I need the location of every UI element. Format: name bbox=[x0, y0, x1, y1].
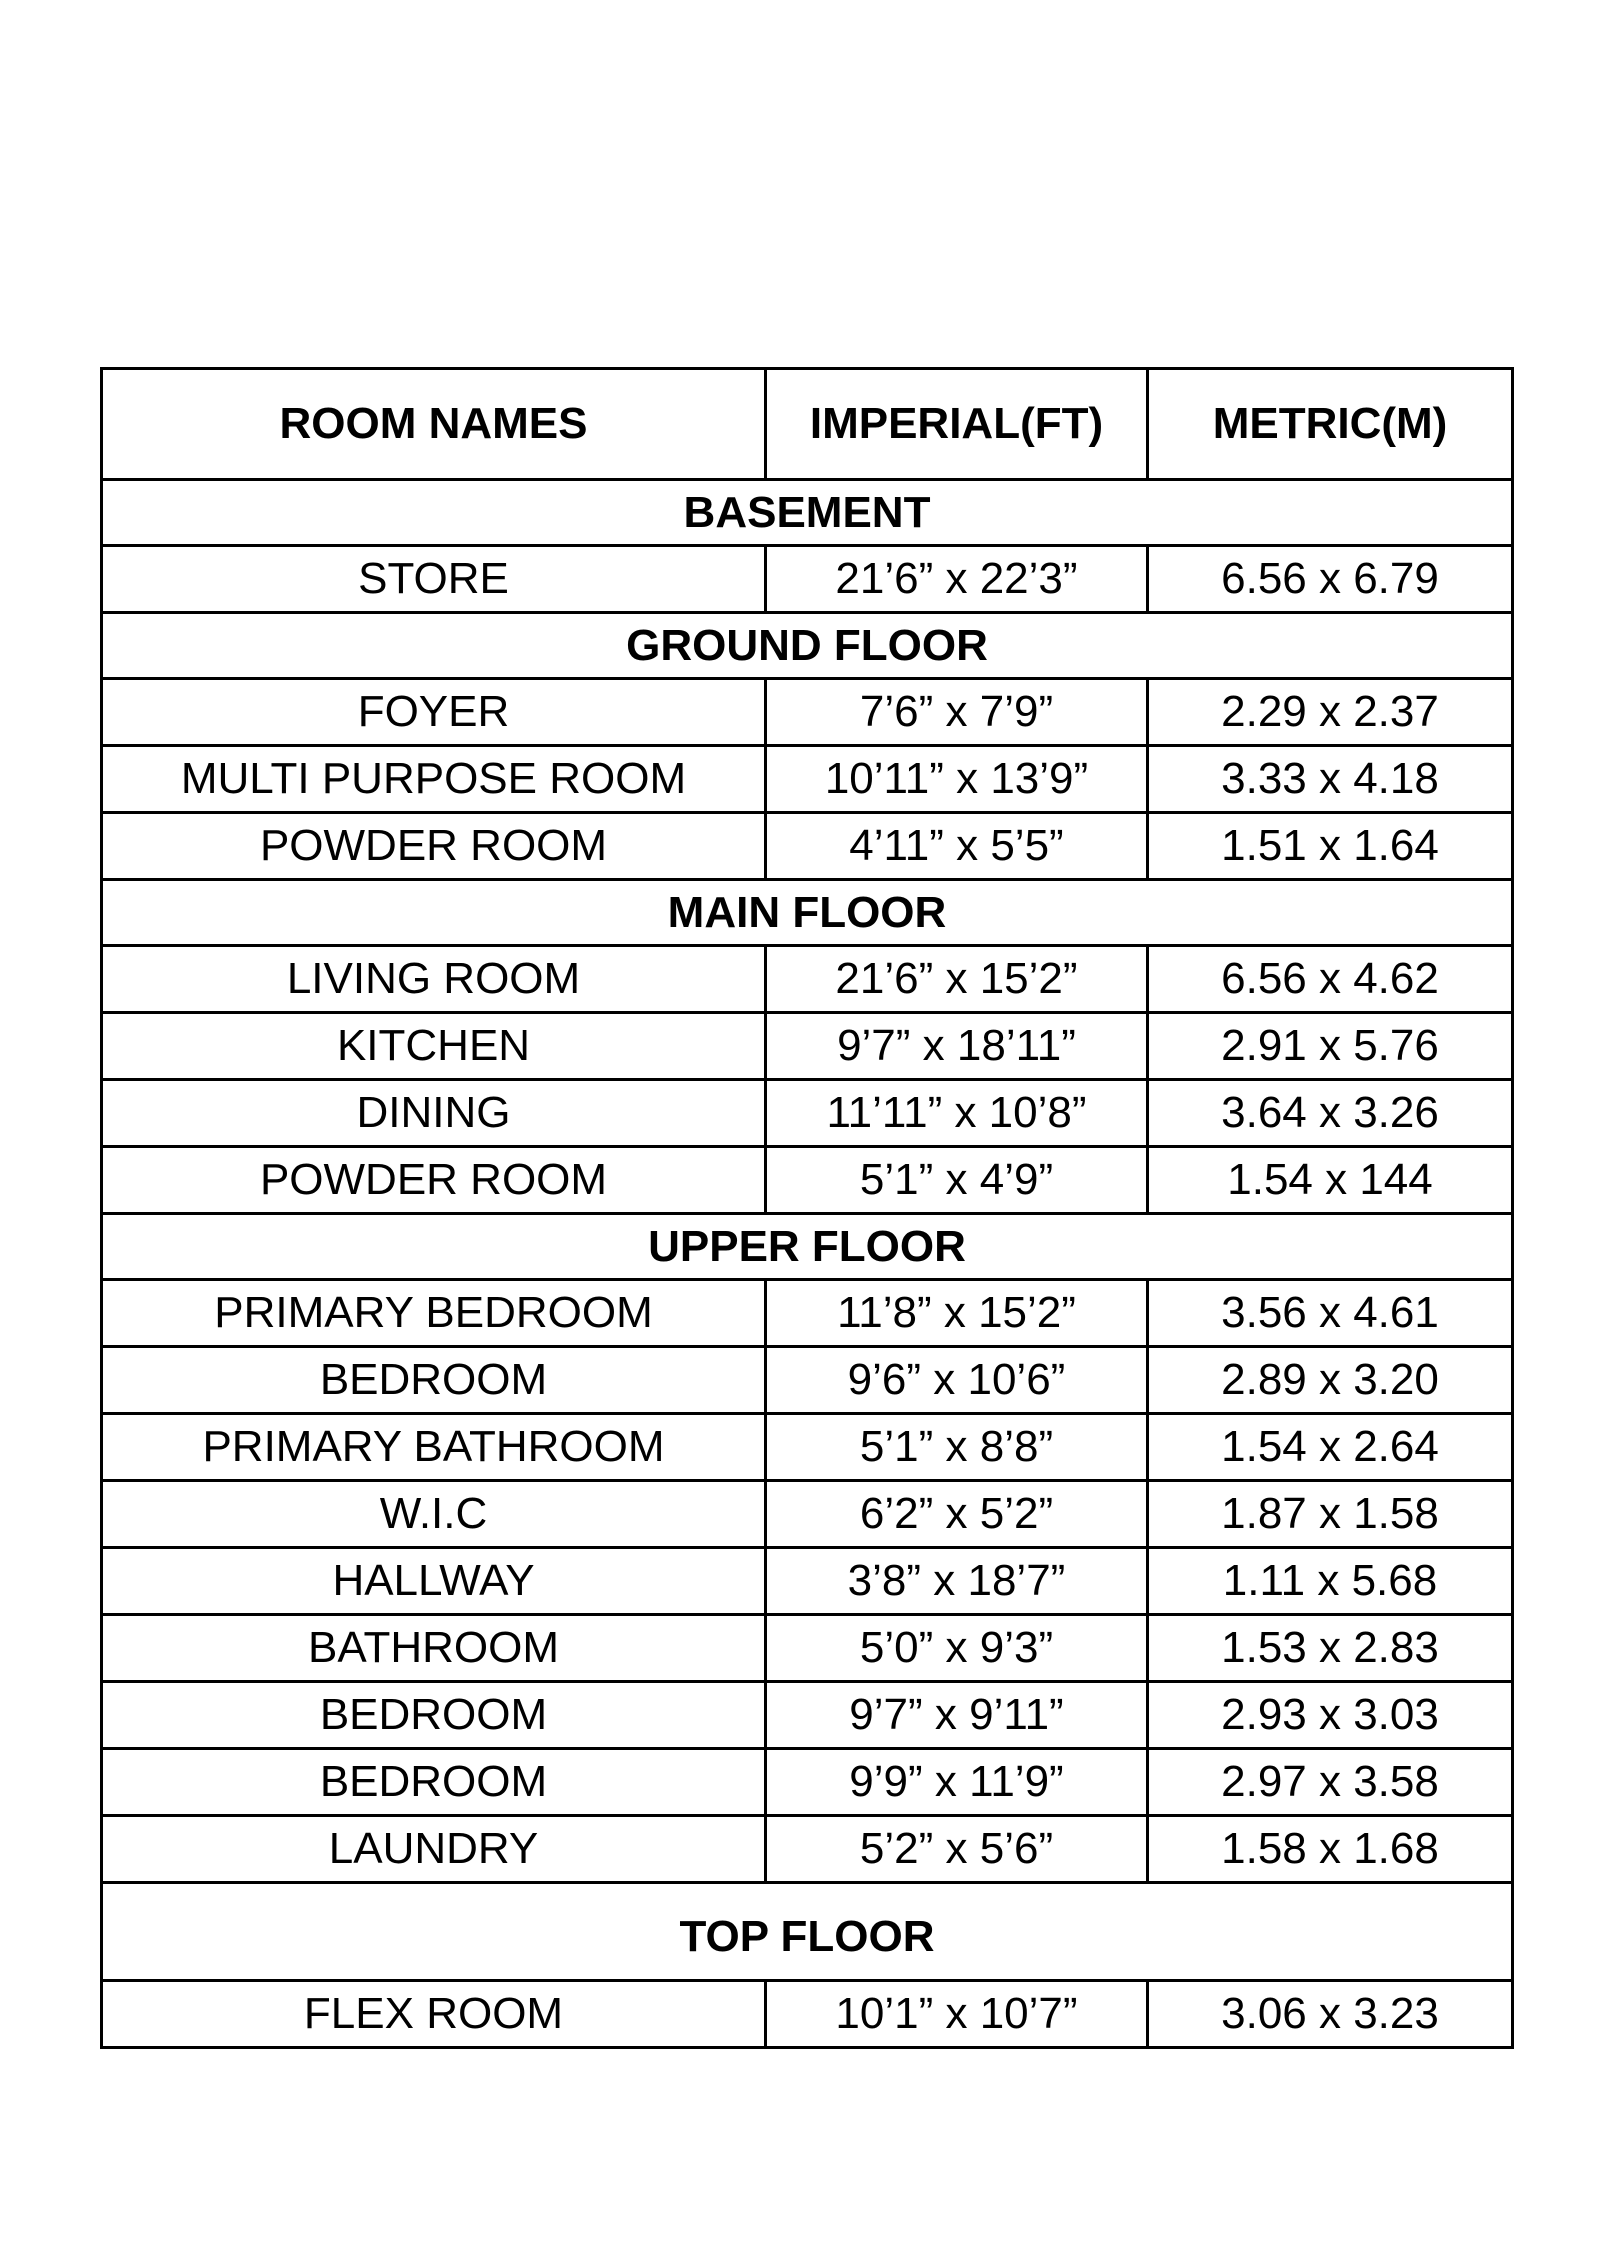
room-imperial: 5’1” x 4’9” bbox=[766, 1147, 1148, 1214]
room-name: W.I.C bbox=[102, 1481, 766, 1548]
room-metric: 3.06 x 3.23 bbox=[1148, 1981, 1513, 2048]
header-imperial: IMPERIAL(FT) bbox=[766, 369, 1148, 480]
room-name: DINING bbox=[102, 1080, 766, 1147]
room-metric: 1.51 x 1.64 bbox=[1148, 813, 1513, 880]
table-row bbox=[102, 1080, 1513, 1147]
room-name: PRIMARY BEDROOM bbox=[102, 1280, 766, 1347]
room-imperial: 9’9” x 11’9” bbox=[766, 1749, 1148, 1816]
section-title: MAIN FLOOR bbox=[102, 880, 1513, 946]
table-row bbox=[102, 679, 1513, 746]
room-metric: 2.89 x 3.20 bbox=[1148, 1347, 1513, 1414]
room-metric: 2.93 x 3.03 bbox=[1148, 1682, 1513, 1749]
room-imperial: 21’6” x 22’3” bbox=[766, 546, 1148, 613]
section-title: UPPER FLOOR bbox=[102, 1214, 1513, 1280]
room-metric: 1.54 x 144 bbox=[1148, 1147, 1513, 1214]
room-metric: 3.64 x 3.26 bbox=[1148, 1080, 1513, 1147]
room-imperial: 4’11” x 5’5” bbox=[766, 813, 1148, 880]
room-metric: 2.91 x 5.76 bbox=[1148, 1013, 1513, 1080]
section-title: TOP FLOOR bbox=[102, 1883, 1513, 1981]
room-name: FLEX ROOM bbox=[102, 1981, 766, 2048]
room-name: STORE bbox=[102, 546, 766, 613]
room-metric: 1.11 x 5.68 bbox=[1148, 1548, 1513, 1615]
section-row-ground-floor bbox=[102, 613, 1513, 679]
table-row bbox=[102, 1147, 1513, 1214]
table-row bbox=[102, 1749, 1513, 1816]
room-name: HALLWAY bbox=[102, 1548, 766, 1615]
room-metric: 2.29 x 2.37 bbox=[1148, 679, 1513, 746]
table-row bbox=[102, 1816, 1513, 1883]
table-row bbox=[102, 813, 1513, 880]
section-title: BASEMENT bbox=[102, 480, 1513, 546]
room-imperial: 11’11” x 10’8” bbox=[766, 1080, 1148, 1147]
room-metric: 3.56 x 4.61 bbox=[1148, 1280, 1513, 1347]
table-row bbox=[102, 1280, 1513, 1347]
room-metric: 1.54 x 2.64 bbox=[1148, 1414, 1513, 1481]
room-name: PRIMARY BATHROOM bbox=[102, 1414, 766, 1481]
room-imperial: 3’8” x 18’7” bbox=[766, 1548, 1148, 1615]
room-imperial: 5’1” x 8’8” bbox=[766, 1414, 1148, 1481]
room-dimensions-sheet bbox=[100, 367, 1511, 2049]
room-imperial: 9’7” x 9’11” bbox=[766, 1682, 1148, 1749]
room-imperial: 9’6” x 10’6” bbox=[766, 1347, 1148, 1414]
room-imperial: 5’0” x 9’3” bbox=[766, 1615, 1148, 1682]
room-imperial: 5’2” x 5’6” bbox=[766, 1816, 1148, 1883]
room-metric: 1.53 x 2.83 bbox=[1148, 1615, 1513, 1682]
room-metric: 6.56 x 4.62 bbox=[1148, 946, 1513, 1013]
section-row-basement bbox=[102, 480, 1513, 546]
section-row-top-floor bbox=[102, 1883, 1513, 1981]
table-row bbox=[102, 1481, 1513, 1548]
table-row bbox=[102, 546, 1513, 613]
header-room-names: ROOM NAMES bbox=[102, 369, 766, 480]
room-name: LAUNDRY bbox=[102, 1816, 766, 1883]
room-imperial: 11’8” x 15’2” bbox=[766, 1280, 1148, 1347]
table-row bbox=[102, 1981, 1513, 2048]
room-name: FOYER bbox=[102, 679, 766, 746]
room-metric: 3.33 x 4.18 bbox=[1148, 746, 1513, 813]
section-row-upper-floor bbox=[102, 1214, 1513, 1280]
room-name: BEDROOM bbox=[102, 1347, 766, 1414]
room-imperial: 10’11” x 13’9” bbox=[766, 746, 1148, 813]
room-name: POWDER ROOM bbox=[102, 813, 766, 880]
room-imperial: 10’1” x 10’7” bbox=[766, 1981, 1148, 2048]
room-name: KITCHEN bbox=[102, 1013, 766, 1080]
room-name: BEDROOM bbox=[102, 1749, 766, 1816]
table-row bbox=[102, 1013, 1513, 1080]
table-row bbox=[102, 746, 1513, 813]
room-metric: 2.97 x 3.58 bbox=[1148, 1749, 1513, 1816]
room-metric: 1.58 x 1.68 bbox=[1148, 1816, 1513, 1883]
table-row bbox=[102, 1347, 1513, 1414]
table-header-row bbox=[102, 369, 1513, 480]
room-metric: 1.87 x 1.58 bbox=[1148, 1481, 1513, 1548]
room-imperial: 7’6” x 7’9” bbox=[766, 679, 1148, 746]
room-metric: 6.56 x 6.79 bbox=[1148, 546, 1513, 613]
section-title: GROUND FLOOR bbox=[102, 613, 1513, 679]
room-name: MULTI PURPOSE ROOM bbox=[102, 746, 766, 813]
table-row bbox=[102, 1414, 1513, 1481]
room-name: BEDROOM bbox=[102, 1682, 766, 1749]
section-row-main-floor bbox=[102, 880, 1513, 946]
table-row bbox=[102, 1682, 1513, 1749]
table-row bbox=[102, 1548, 1513, 1615]
table-row bbox=[102, 1615, 1513, 1682]
room-imperial: 6’2” x 5’2” bbox=[766, 1481, 1148, 1548]
header-metric: METRIC(M) bbox=[1148, 369, 1513, 480]
room-imperial: 21’6” x 15’2” bbox=[766, 946, 1148, 1013]
table-row bbox=[102, 946, 1513, 1013]
room-name: POWDER ROOM bbox=[102, 1147, 766, 1214]
room-dimensions-table bbox=[100, 367, 1514, 2049]
room-name: LIVING ROOM bbox=[102, 946, 766, 1013]
room-imperial: 9’7” x 18’11” bbox=[766, 1013, 1148, 1080]
room-name: BATHROOM bbox=[102, 1615, 766, 1682]
